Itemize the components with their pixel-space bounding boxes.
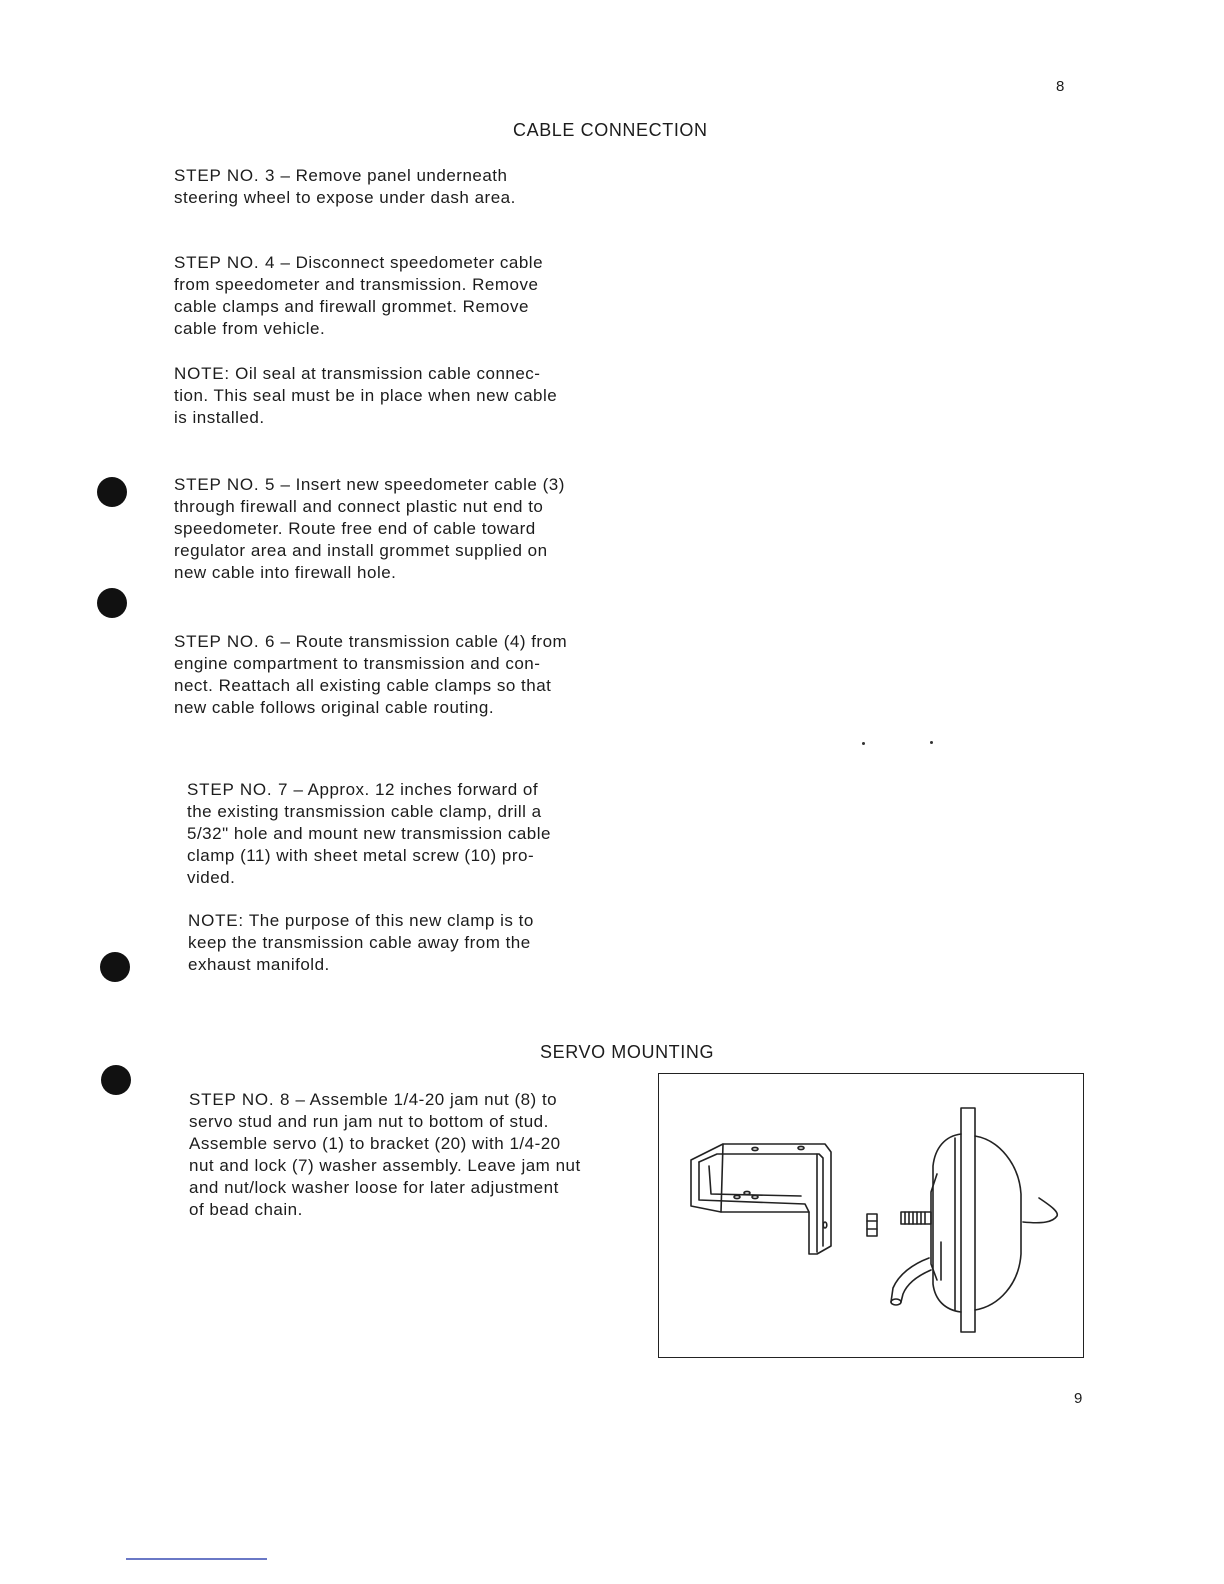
mounting-bracket (691, 1144, 831, 1254)
step-4-label: STEP NO. 4 (174, 253, 276, 272)
binder-hole-mark (101, 1065, 131, 1095)
note-2-label: NOTE: (188, 911, 244, 930)
servo-bracket-drawing (659, 1074, 1085, 1359)
step-5-label: STEP NO. 5 (174, 475, 276, 494)
servo-unit (891, 1108, 1057, 1332)
step-6-paragraph (174, 631, 567, 719)
page-number-top: 8 (1056, 78, 1065, 95)
step-8-label: STEP NO. 8 (189, 1090, 291, 1109)
note-oil-seal (174, 363, 557, 429)
step-5-paragraph (174, 474, 565, 584)
step-3-text: – Remove panel underneath steering wheel to expose under dash area. (174, 166, 516, 207)
step-8-text: – Assemble 1/4-20 jam nut (8) to servo stud and run jam nut to bottom of stud. Assemble servo (1) to bracket (20) with 1/4-20 nut and lock (7) washer assembly. Leave jam nut and nut/lock washer loose for later adjustment of bead chain. (189, 1090, 581, 1219)
step-4-text: – Disconnect speedometer cable from speedometer and transmission. Remove cable clamps and firewall grommet. Remove cable from vehicle. (174, 253, 544, 338)
scan-speck (862, 742, 865, 745)
servo-stud (901, 1212, 931, 1224)
jam-nut (867, 1214, 877, 1236)
page-number-bottom: 9 (1074, 1390, 1083, 1407)
binder-hole-mark (100, 952, 130, 982)
scan-speck (930, 741, 933, 744)
step-8-paragraph (189, 1089, 581, 1221)
step-3-label: STEP NO. 3 (174, 166, 276, 185)
step-6-label: STEP NO. 6 (174, 632, 276, 651)
note-new-clamp (188, 910, 534, 976)
binder-hole-mark (97, 588, 127, 618)
step-7-paragraph (187, 779, 551, 889)
footer-rule (126, 1558, 267, 1560)
step-7-text: – Approx. 12 inches forward of the existing transmission cable clamp, drill a 5/32" hole and mount new transmission cable clamp (11) with sheet metal screw (10) pro- vided. (187, 780, 551, 887)
step-7-label: STEP NO. 7 (187, 780, 289, 799)
binder-hole-mark (97, 477, 127, 507)
note-1-text: Oil seal at transmission cable connec- tion. This seal must be in place when new cable is installed. (174, 364, 558, 427)
step-6-text: – Route transmission cable (4) from engine compartment to transmission and con- nect. Reattach all existing cable clamps so that new cable follows original cable routing. (174, 632, 568, 717)
step-5-text: – Insert new speedometer cable (3) through firewall and connect plastic nut end to speedometer. Route free end of cable toward regulator area and install grommet supplied on new cable into firewall hole. (174, 475, 565, 582)
note-2-text: The purpose of this new clamp is to keep the transmission cable away from the exhaust manifold. (188, 911, 534, 974)
cable-connection-heading: CABLE CONNECTION (513, 120, 708, 140)
note-1-label: NOTE: (174, 364, 230, 383)
servo-mounting-heading: SERVO MOUNTING (540, 1042, 715, 1062)
step-4-paragraph (174, 252, 543, 340)
servo-bracket-figure (658, 1073, 1084, 1358)
step-3-paragraph (174, 165, 516, 209)
